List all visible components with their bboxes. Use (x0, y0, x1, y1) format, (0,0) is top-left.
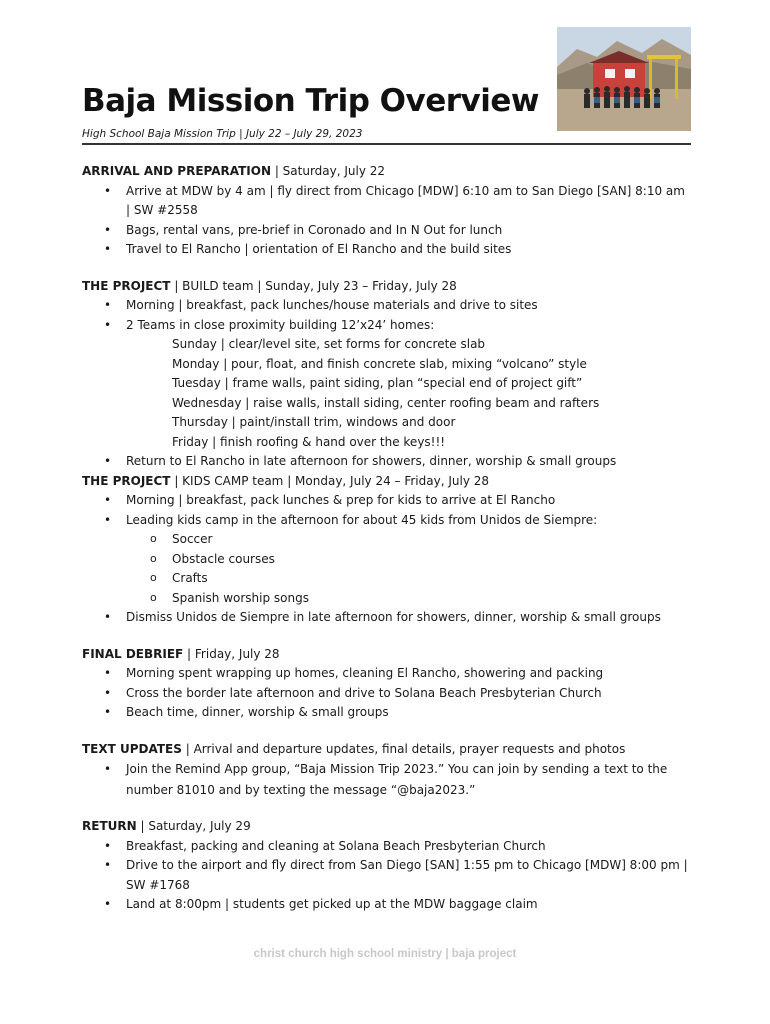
section-name: TEXT UPDATES (82, 741, 182, 756)
list-item: • Land at 8:00pm | students get picked up at the MDW baggage claim (126, 895, 692, 915)
activity-item: o Crafts (172, 569, 692, 589)
activity-item: o Obstacle courses (172, 550, 692, 570)
list-item: • Return to El Rancho in late afternoon for showers, dinner, worship & small groups (126, 452, 692, 472)
list-item (126, 316, 692, 453)
section-debrief-heading (82, 645, 692, 665)
section-name: FINAL DEBRIEF (82, 646, 184, 661)
section-name: ARRIVAL AND PREPARATION (82, 164, 271, 178)
section-name: THE PROJECT (82, 278, 171, 293)
list-item: • Bags, rental vans, pre-brief in Coronado and In N Out for lunch (126, 221, 692, 241)
schedule-day: Wednesday | raise walls, install siding, center roofing beam and rafters (172, 395, 600, 410)
section-kids-heading (82, 472, 692, 492)
section-detail: | Arrival and departure updates, final details, prayer requests and photos (181, 741, 626, 756)
activity-item: o Spanish worship songs (172, 589, 692, 609)
list-item-text: 2 Teams in close proximity building 12’x24’ homes: (126, 317, 435, 332)
section-detail: | BUILD team | Sunday, July 23 – Friday, July 28 (170, 278, 457, 293)
team-photo-image (557, 27, 691, 131)
activity-item: o Soccer (172, 530, 692, 550)
list-item: • Cross the border late afternoon and drive to Solana Beach Presbyterian Church (126, 684, 692, 704)
list-item: • Arrive at MDW by 4 am | fly direct from Chicago [MDW] 6:10 am to San Diego [SAN] 8:10 am | SW #2558 (126, 182, 692, 221)
page-subtitle: High School Baja Mission Trip | July 22 – July 29, 2023 (82, 128, 363, 140)
section-return-heading (82, 817, 692, 837)
list-item: • Breakfast, packing and cleaning at Solana Beach Presbyterian Church (126, 837, 692, 857)
team-photo (557, 27, 691, 131)
list-item: • Drive to the airport and fly direct from San Diego [SAN] 1:55 pm to Chicago [MDW] 8:00 pm | SW #1768 (126, 856, 692, 895)
activity-list (126, 530, 692, 608)
title-divider (82, 143, 691, 145)
section-detail: | Friday, July 28 (183, 646, 280, 661)
kids-list (82, 491, 692, 628)
list-item (126, 511, 692, 609)
list-item: • Morning spent wrapping up homes, cleaning El Rancho, showering and packing (126, 664, 692, 684)
section-arrival-heading (82, 162, 692, 182)
list-item: • Beach time, dinner, worship & small groups (126, 703, 692, 723)
list-item-text: Leading kids camp in the afternoon for about 45 kids from Unidos de Siempre: (126, 512, 598, 527)
section-name: RETURN (82, 819, 137, 833)
schedule-day: Monday | pour, float, and finish concrete slab, mixing “volcano” style (172, 356, 587, 371)
list-item: • Morning | breakfast, pack lunches/house materials and drive to sites (126, 296, 692, 316)
section-detail: | Saturday, July 29 (136, 819, 251, 833)
debrief-list (82, 664, 692, 723)
document-body (82, 162, 692, 915)
build-list (82, 296, 692, 472)
schedule-day: Sunday | clear/level site, set forms for concrete slab (172, 337, 486, 351)
page-footer: christ church high school ministry | baja project (253, 948, 517, 960)
section-detail: | KIDS CAMP team | Monday, July 24 – Friday, July 28 (170, 473, 490, 488)
schedule-day: Friday | finish roofing & hand over the keys!!! (172, 434, 446, 449)
page-title: Baja Mission Trip Overview (82, 83, 540, 119)
list-item: • Join the Remind App group, “Baja Mission Trip 2023.” You can join by sending a text to the number 81010 and by texting the message “@baja2023.” (126, 759, 692, 800)
section-text-heading (82, 740, 692, 760)
return-list (82, 837, 692, 915)
schedule-day: Tuesday | frame walls, paint siding, plan “special end of project gift” (172, 376, 583, 390)
section-name: THE PROJECT (82, 473, 171, 488)
section-detail: | Saturday, July 22 (271, 164, 386, 178)
schedule-day: Thursday | paint/install trim, windows and door (172, 415, 456, 429)
section-build-heading (82, 277, 692, 297)
list-item: • Morning | breakfast, pack lunches & prep for kids to arrive at El Rancho (126, 491, 692, 511)
text-updates-list (82, 759, 692, 800)
arrival-list (82, 182, 692, 260)
list-item: • Travel to El Rancho | orientation of El Rancho and the build sites (126, 240, 692, 260)
build-schedule (126, 335, 692, 452)
list-item: • Dismiss Unidos de Siempre in late afternoon for showers, dinner, worship & small groups (126, 608, 692, 628)
